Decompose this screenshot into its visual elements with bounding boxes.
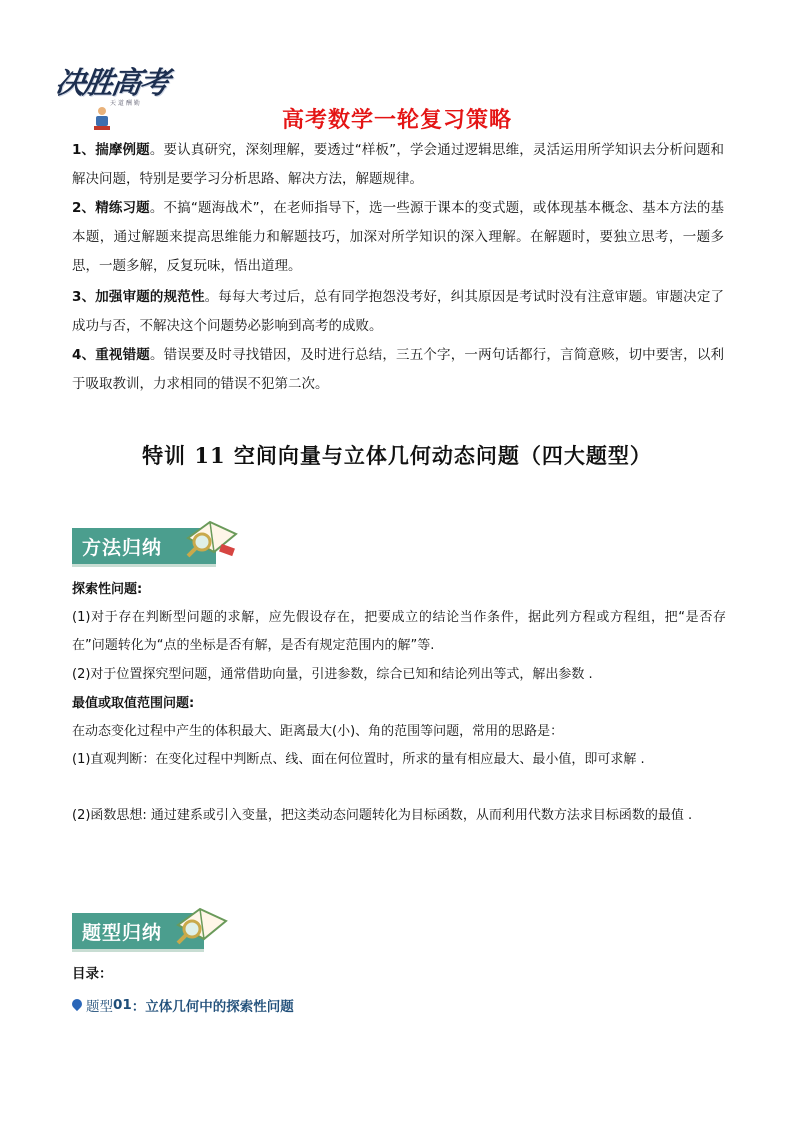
toc-item-title: ：立体几何中的探索性问题: [131, 999, 294, 1015]
strategy-text: 。要认真研究，深刻理解，要透过“样板”，学会通过逻辑思维，灵活运用所学知识去分析问题和解决问题，特别是要学习分析思路、解决方法，解题规律。: [72, 142, 724, 187]
strategy-text: 。错误要及时寻找错因，及时进行总结，三五个字，一两句话都行，言简意赅，切中要害，以利于吸取教训，力求相同的错误不犯第二次。: [72, 347, 724, 392]
strategy-4: [72, 341, 724, 399]
method-p2: (2)对于位置探究型问题，通常借助向量，引进参数，综合已知和结论列出等式，解出参数 .: [72, 667, 593, 682]
location-pin-icon: [70, 997, 84, 1011]
method-head-2: 最值或取值范围问题:: [72, 696, 195, 711]
method-head-1: 探索性问题:: [72, 582, 143, 597]
method-p3: 在动态变化过程中产生的体积最大、距离最大(小)、角的范围等问题，常用的思路是：: [72, 724, 564, 739]
toc-item-number: 01: [113, 997, 132, 1013]
method-p1: (1)对于存在判断型问题的求解，应先假设存在，把要成立的结论当作条件，据此列方程或方程组，把“是否存在”问题转化为“点的坐标是否有解，是否有规定范围内的解”等.: [72, 610, 726, 653]
main-title: 高考数学一轮复习策略: [281, 108, 512, 133]
book-magnifier-icon: [180, 508, 242, 566]
strategy-head: 1、揣摩例题: [72, 142, 150, 158]
toc-label: 目录：: [72, 966, 113, 982]
strategy-text: 。不搞“题海战术”，在老师指导下，选一些源于课本的变式题，或体现基本概念、基本方法的基本题，通过解题来提高思维能力和解题技巧，加深对所学知识的深入理解。在解题时，要独立思考，一题多思，一题多解，反复玩味，悟出道理。: [72, 200, 724, 274]
strategy-head: 3、加强审题的规范性: [72, 289, 205, 305]
strategy-head: 2、精练习题: [72, 200, 150, 216]
section-title: 特训 11 空间向量与立体几何动态问题（四大题型）: [142, 443, 652, 468]
banner-label: 题型归纳: [82, 922, 163, 944]
method-p5: (2)函数思想: 通过建系或引入变量，把这类动态问题转化为目标函数，从而利用代数方法求目标函数的最值 .: [72, 808, 693, 823]
strategy-2: [72, 194, 724, 281]
logo-subtext: 天 道 酬 勤: [110, 100, 140, 107]
book-magnifier-icon: [170, 895, 232, 953]
strategy-head: 4、重视错题: [72, 347, 150, 363]
toc-item-prefix: 题型: [86, 999, 113, 1015]
method-p4: (1)直观判断：在变化过程中判断点、线、面在何位置时，所求的量有相应最大、最小值，即可求解 .: [72, 752, 645, 767]
strategy-text: 。每每大考过后，总有同学抱怨没考好，纠其原因是考试时没有注意审题。审题决定了成功与否，不解决这个问题势必影响到高考的成败。: [72, 289, 724, 334]
logo-text: 决胜高考: [53, 66, 170, 101]
toc-item[interactable]: [72, 995, 294, 1015]
strategy-1: [72, 136, 724, 194]
strategy-3: [72, 283, 724, 341]
banner-label: 方法归纳: [82, 537, 163, 559]
